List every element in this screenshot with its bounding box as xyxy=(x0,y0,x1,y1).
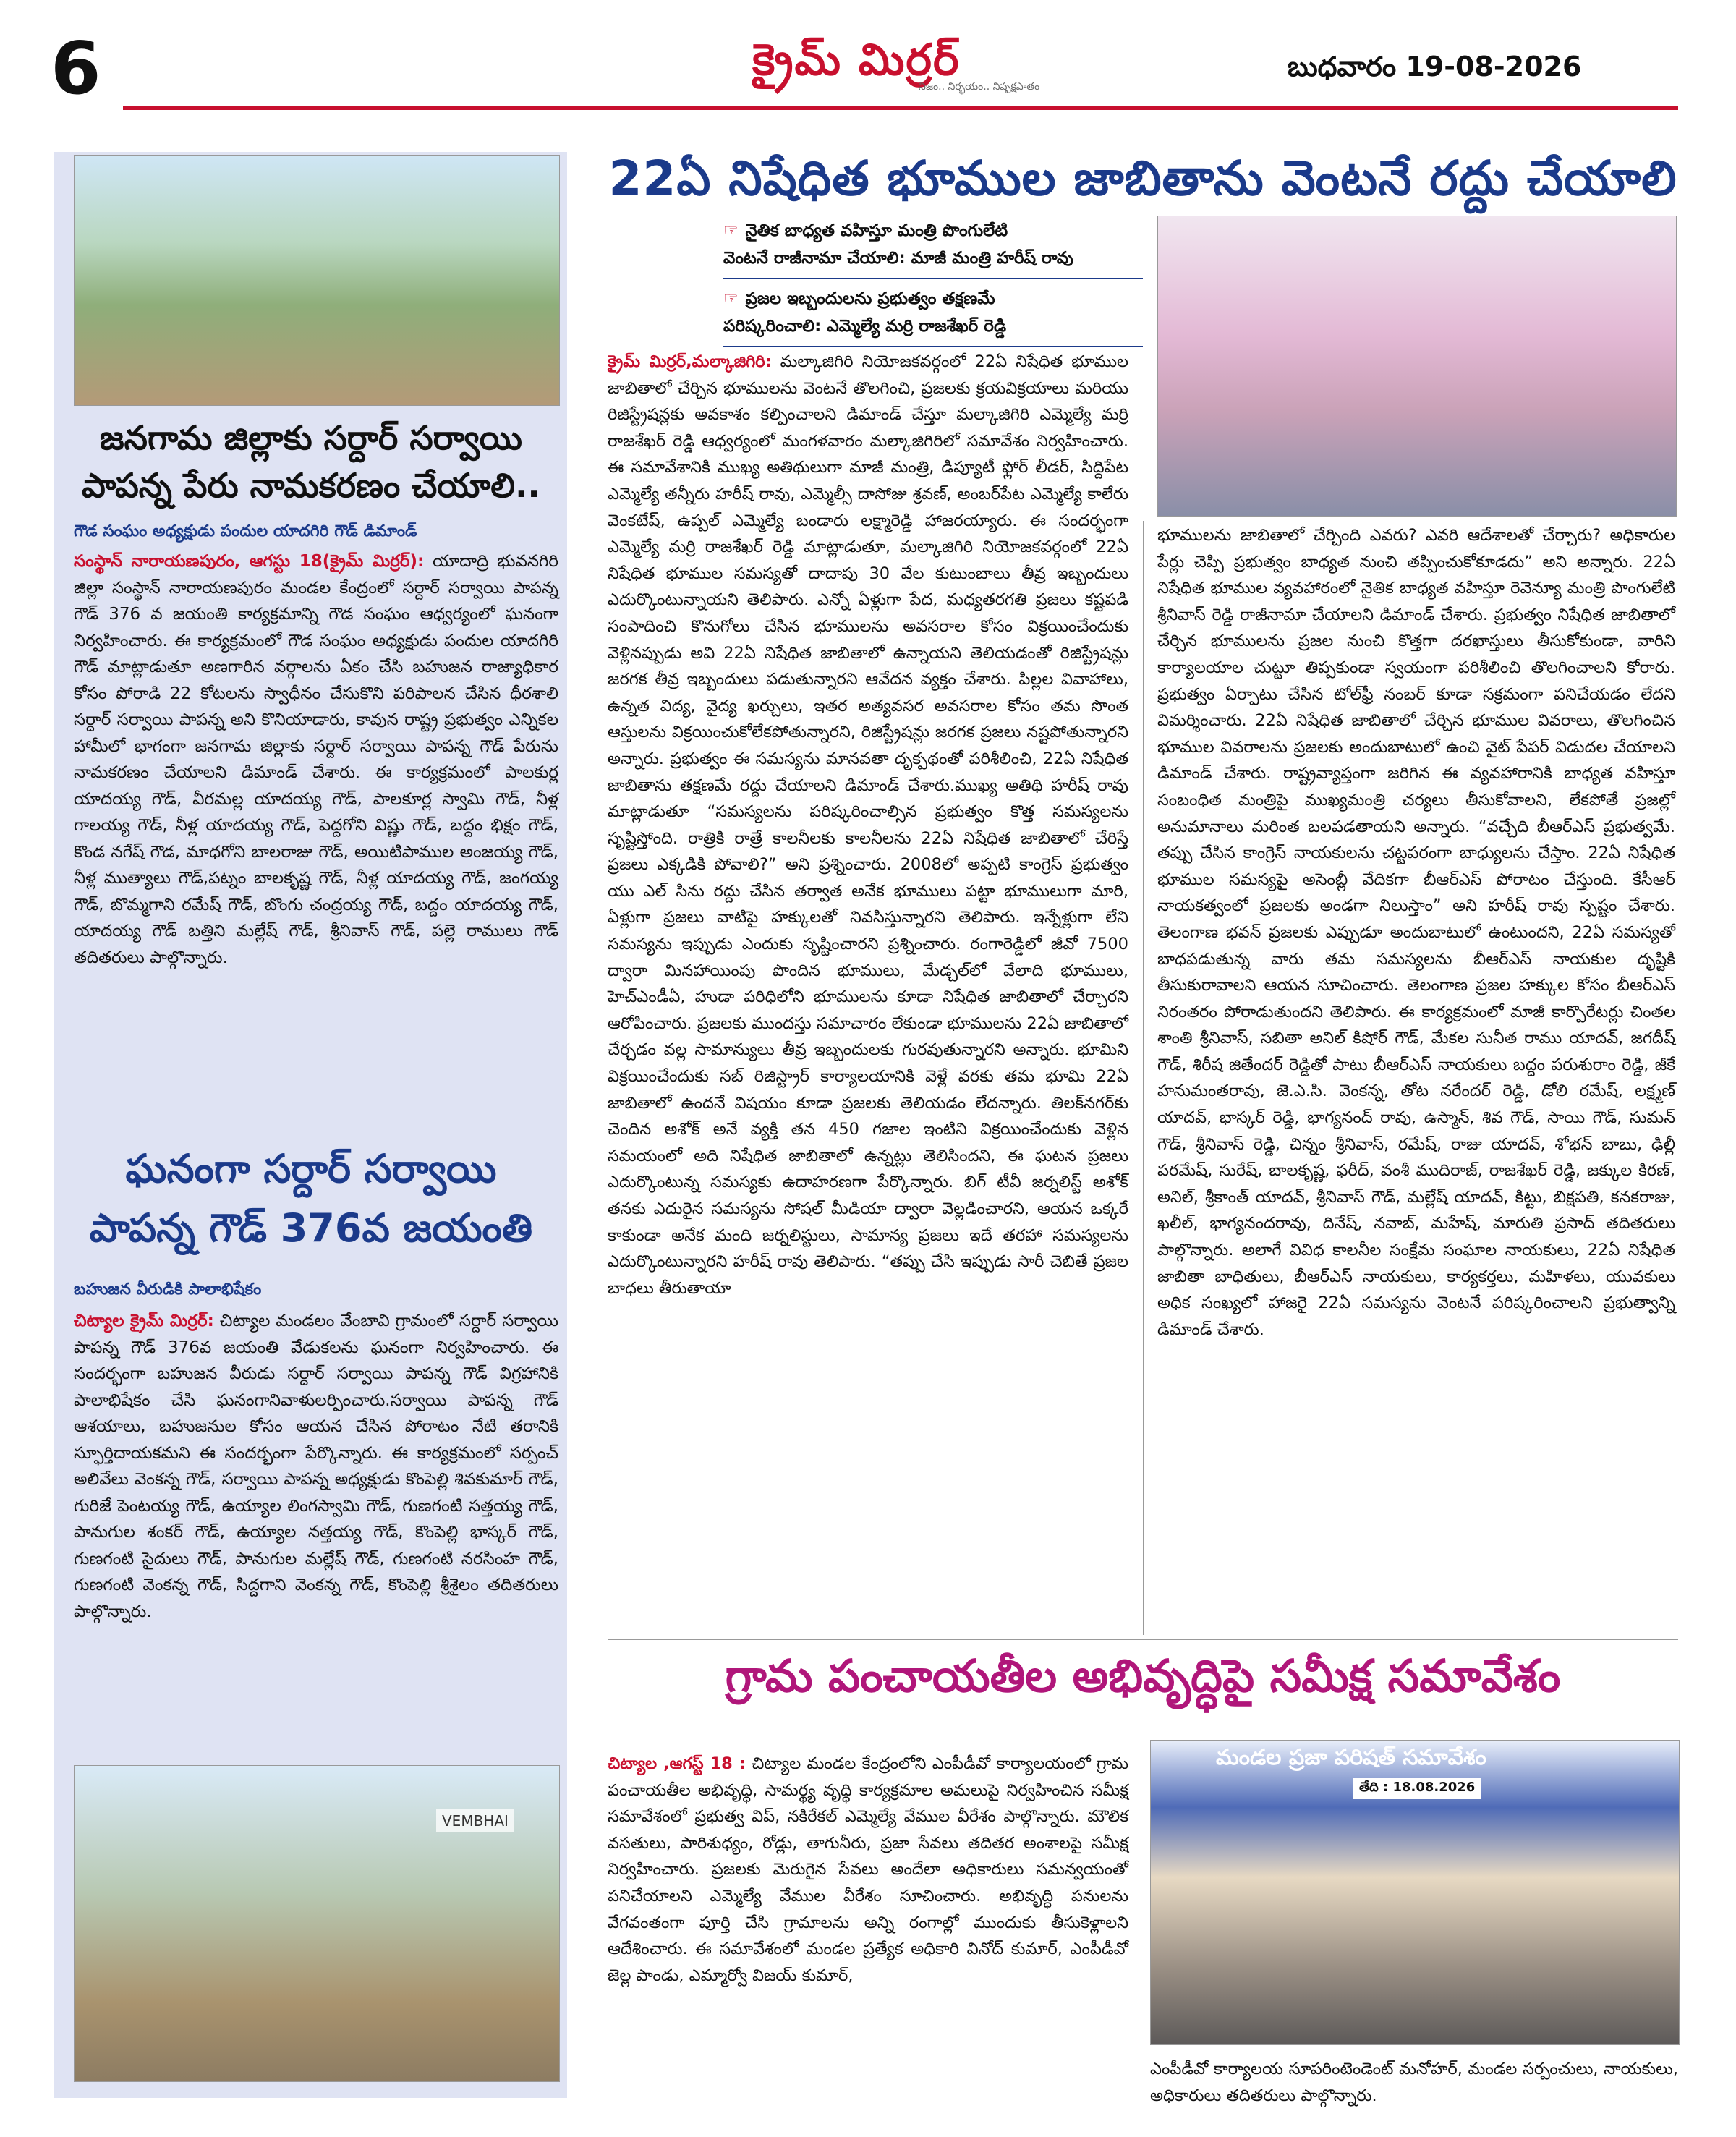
photo-gowda-sangham xyxy=(74,155,560,406)
meeting-banner: మండల ప్రజా పరిషత్ సమావేశం xyxy=(1216,1745,1486,1770)
story2-subhead: బహుజన వీరుడికి పాలాభిషేకం xyxy=(74,1280,262,1299)
story1-headline-line2: పాపన్న పేరు నామకరణం చేయాలి.. xyxy=(82,466,540,505)
section-divider xyxy=(608,1639,1678,1640)
bottom-body xyxy=(608,1751,1128,1989)
story2-headline xyxy=(58,1139,564,1258)
story1-subhead: గౌడ సంఘం అధ్యక్షుడు పందుల యాదగిరి గౌడ్ డిమాండ్ xyxy=(74,522,417,540)
bullet-2-line1: ప్రజల ఇబ్బందులను ప్రభుత్వం తక్షణమే xyxy=(745,289,995,308)
main-bullets xyxy=(723,217,1143,353)
main-col1 xyxy=(608,349,1128,1301)
story1-dateline: సంస్థాన్ నారాయణపురం, ఆగస్టు 18(క్రైమ్ మిర్రర్): xyxy=(74,552,425,571)
story1-headline xyxy=(58,414,564,509)
story1-headline-line1: జనగామ జిల్లాకు సర్దార్ సర్వాయి xyxy=(100,418,522,457)
bottom-headline: గ్రామ పంచాయతీల అభివృద్ధిపై సమీక్ష సమావేశం xyxy=(725,1649,1561,1702)
bullet-1 xyxy=(723,217,1143,272)
meeting-banner-date: తేది : 18.08.2026 xyxy=(1353,1778,1481,1799)
photo-harish-rao-meeting xyxy=(1157,216,1677,517)
story2-headline-line2: పాపన్న గౌడ్ 376వ జయంతి xyxy=(89,1205,533,1251)
story2-dateline: చిట్యాల క్రైమ్ మిర్రర్: xyxy=(74,1312,214,1330)
bottom-dateline: చిట్యాల ,ఆగస్ట్ 18 : xyxy=(608,1754,746,1773)
masthead-logo: క్రైమ్ మిర్రర్ xyxy=(752,35,961,85)
story2-headline-line1: ఘనంగా సర్దార్ సర్వాయి xyxy=(125,1146,497,1191)
masthead-tagline: నిజం.. నిర్భయం.. నిష్పక్షపాతం xyxy=(919,81,1040,93)
bullet-divider xyxy=(723,278,1143,279)
main-headline: 22ఏ నిషేధిత భూముల జాబితాను వెంటనే రద్దు చేయాలి xyxy=(608,150,1677,206)
photo-mandal-meeting xyxy=(1150,1740,1680,2045)
main-col1-text: మల్కాజిగిరి నియోజకవర్గంలో 22ఏ నిషేధిత భూముల జాబితాలో చేర్చిన భూములను వెంటనే తొలగించి, ప్రజలకు క్రయవిక్రయాలు మరియు రిజిస్ట్రేషన్లకు అవకాశం కల్పించాలని డిమాండ్ చేస్తూ మల్కాజిగిరి ఎమ్మెల్యే మర్రి రాజశేఖర్ రెడ్డి ఆధ్వర్యంలో మంగళవారం మల్కాజిగిరిలో సమావేశం నిర్వహించారు. ఈ సమావేశానికి ముఖ్య అతిథులుగా మాజీ మంత్రి, డిప్యూటీ ఫ్లోర్ లీడర్, సిద్దిపేట ఎమ్మెల్యే తన్నీరు హరీష్ రావు, ఎమ్మెల్సీ దాసోజు శ్రవణ్, అంబర్‌పేట ఎమ్మెల్యే కాలేరు వెంకటేష్, ఉప్పల్ ఎమ్మెల్యే బండారు లక్ష్మారెడ్డి హాజరయ్యారు. ఈ సందర్భంగా ఎమ్మెల్యే మర్రి రాజశేఖర్ రెడ్డి మాట్లాడుతూ, మల్కాజిగిరి నియోజకవర్గంలో 22ఏ నిషేధిత భూముల సమస్యతో దాదాపు 30 వేల కుటుంబాలు తీవ్ర ఇబ్బందులు ఎదుర్కొంటున్నాయని తెలిపారు. ఎన్నో ఏళ్లుగా పేద, మధ్యతరగతి ప్రజలు కష్టపడి సంపాదించి కొనుగోలు చేసిన భూములను అవసరాల కోసం విక్రయించేందుకు వెళ్లినప్పుడు అవి 22ఏ నిషేధిత జాబితాలో ఉన్నాయని తెలియడంతో రిజిస్ట్రేషన్లు జరగక తీవ్ర ఇబ్బందులు పడుతున్నారని ఆవేదన వ్యక్తం చేశారు. పిల్లల వివాహాలు, ఉన్నత విద్య, వైద్య ఖర్చులు, ఇతర అత్యవసర అవసరాల కోసం తమ సొంత ఆస్తులను విక్రయించుకోలేకపోతున్నారని, రిజిస్ట్రేషన్లు జరగక ప్రజలు నష్టపోతున్నారని అన్నారు. ప్రభుత్వం ఈ సమస్యను మానవతా దృక్పథంతో పరిశీలించి, 22ఏ నిషేధిత జాబితాను తక్షణమే రద్దు చేయాలని డిమాండ్ చేశారు.ముఖ్య అతిథి హరీష్ రావు మాట్లాడుతూ “సమస్యలను పరిష్కరించాల్సిన ప్రభుత్వం కొత్త సమస్యలను సృష్టిస్తోంది. రాత్రికి రాత్రే కాలనీలకు కాలనీలను 22ఏ నిషేధిత జాబితాలో చేరిస్తే ప్రజలు ఎక్కడికి పోవాలి?” అని ప్రశ్నించారు. 2008లో అప్పటి కాంగ్రెస్ ప్రభుత్వం యు ఎల్ సిను రద్దు చేసిన తర్వాత అనేక భూములు పట్టా భూములుగా మారి, ఏళ్లుగా ప్రజలు వాటిపై హక్కులతో నివసిస్తున్నారని తెలిపారు. ఇన్నేళ్లుగా లేని సమస్యను ఇప్పుడు ఎందుకు సృష్టించారని ప్రశ్నించారు. రంగారెడ్డిలో జీవో 7500 ద్వారా మినహాయింపు పొందిన భూములు, మేడ్చల్‌లో వేలాది భూములు, హెచ్‌ఎండీఏ, హుడా పరిధిలోని భూములను కూడా నిషేధిత జాబితాలో చేర్చారని ఆరోపించారు. ప్రజలకు ముందస్తు సమాచారం లేకుండా భూములను 22ఏ జాబితాలో చేర్చడం వల్ల సామాన్యులు తీవ్ర ఇబ్బందులకు గురవుతున్నారని అన్నారు. భూమిని విక్రయించేందుకు సబ్ రిజిస్ట్రార్ కార్యాలయానికి వెళ్లే వరకు తమ భూమి 22ఏ జాబితాలో ఉందనే విషయం కూడా ప్రజలకు తెలియడం లేదన్నారు. తిలక్‌నగర్‌కు చెందిన అశోక్ అనే వ్యక్తి తన 450 గజాల ఇంటిని విక్రయించేందుకు వెళ్లిన సమయంలో అది నిషేధిత జాబితాలో ఉన్నట్లు తెలిసిందని, ఈ ఘటన ప్రజలు ఎదుర్కొంటున్న సమస్యకు ఉదాహరణగా పేర్కొన్నారు. బిగ్ టీవీ జర్నలిస్ట్ అశోక్ తనకు ఎదురైన సమస్యను సోషల్ మీడియా ద్వారా వెల్లడించారని, ఆయన ఒక్కరే కాకుండా అనేక మంది జర్నలిస్టులు, సామాన్య ప్రజలు ఇదే తరహా సమస్యలను ఎదుర్కొంటున్నారని హరీష్ రావు తెలిపారు. “తప్పు చేసి ఇప్పుడు సారీ చెబితే ప్రజల బాధలు తీరుతాయా xyxy=(608,352,1128,1298)
header-rule xyxy=(123,106,1678,110)
photo-papanna-statue xyxy=(74,1765,560,2082)
bullet-marker-icon: ☞ xyxy=(723,289,739,308)
main-dateline: క్రైమ్ మిర్రర్,మల్కాజిగిరి: xyxy=(608,352,772,371)
story1-text: యాదాద్రి భువనగిరి జిల్లా సంస్థాన్ నారాయణపురం మండల కేంద్రంలో సర్దార్ సర్వాయి పాపన్న గౌడ్ 376 వ జయంతి కార్యక్రమాన్ని గౌడ సంఘం ఆధ్వర్యంలో ఘనంగా నిర్వహించారు. ఈ కార్యక్రమంలో గౌడ సంఘం అధ్యక్షుడు పందుల యాదగిరి గౌడ్ మాట్లాడుతూ అణగారిన వర్గాలను ఏకం చేసి బహుజన రాజ్యాధికార కోసం పోరాడి 22 కోటలను స్వాధీనం చేసుకొని పరిపాలన చేసిన ధీరశాలి సర్దార్ సర్వాయి పాపన్న అని కొనియాడారు, కావున రాష్ట్ర ప్రభుత్వం ఎన్నికల హామీలో భాగంగా జనగామ జిల్లాకు సర్దార్ సర్వాయి పాపన్న గౌడ్ పేరును నామకరణం చేయాలని డిమాండ్ చేశారు. ఈ కార్యక్రమంలో పాలకుర్ల యాదయ్య గౌడ్, వీరమల్ల యాదయ్య గౌడ్, పాలకూర్ల స్వామి గౌడ్, నీళ్ల గాలయ్య గౌడ్, నీళ్ల యాదయ్య గౌడ్, పెద్దగోని విష్ణు గౌడ్, బద్దం భిక్షం గౌడ్, కొండ నగేష్ గౌడ, మాధగోని బాలరాజు గౌడ్, అయిటిపాముల అంజయ్య గౌడ్, నీళ్ల ముత్యాలు గౌడ్,పట్నం బాలకృష్ణ గౌడ్, నీళ్ల యాదయ్య గౌడ్, జంగయ్య గౌడ్, బొమ్మగాని రమేష్ గౌడ్, బొంగు చంద్రయ్య గౌడ్, బద్దం యాదయ్య గౌడ్, యాదయ్య గౌడ్ బత్తిని మల్లేష్ గౌడ్, శ్రీనివాస్ గౌడ్, పల్లె రాములు గౌడ్ తదితరులు పాల్గొన్నారు. xyxy=(74,552,559,967)
story1-body xyxy=(74,548,558,971)
bullet-1-line1: నైతిక బాధ్యత వహిస్తూ మంత్రి పొంగులేటి xyxy=(745,221,1008,240)
column-divider xyxy=(1143,521,1144,1635)
story2-text: చిట్యాల మండలం వేంబావి గ్రామంలో సర్దార్ సర్వాయి పాపన్న గౌడ్ 376వ జయంతి వేడుకలను ఘనంగా నిర్వహించారు. ఈ సందర్భంగా బహుజన వీరుడు సర్దార్ సర్వాయి పాపన్న గౌడ్ విగ్రహానికి పాలాభిషేకం చేసి ఘనంగానివాళులర్పించారు.సర్వాయి పాపన్న గౌడ్ ఆశయాలు, బహుజనుల కోసం ఆయన చేసిన పోరాటం నేటి తరానికి స్ఫూర్తిదాయకమని ఈ సందర్భంగా పేర్కొన్నారు. ఈ కార్యక్రమంలో సర్పంచ్ అలివేలు వెంకన్న గౌడ్, సర్వాయి పాపన్న అధ్యక్షుడు కొంపెల్లి శివకుమార్ గౌడ్, గురిజే పెంటయ్య గౌడ్, ఉయ్యాల లింగస్వామి గౌడ్, గుణగంటి సత్తయ్య గౌడ్, పానుగుల శంకర్ గౌడ్, ఉయ్యాల నత్తయ్య గౌడ్, కొంపెల్లి భాస్కర్ గౌడ్, గుణగంటి సైదులు గౌడ్, పానుగుల మల్లేష్ గౌడ్, గుణగంటి నరసింహ గౌడ్, గుణగంటి వెంకన్న గౌడ్, సిద్దగాని వెంకన్న గౌడ్, కొంపెల్లి శ్రీశైలం తదితరులు పాల్గొన్నారు. xyxy=(74,1312,558,1621)
bottom-caption: ఎంపీడీవో కార్యాలయ సూపరింటెండెంట్ మనోహర్, మండల సర్పంచులు, నాయకులు, అధికారులు తదితరులు పాల్గొన్నారు. xyxy=(1150,2060,1678,2105)
story2-body xyxy=(74,1308,558,1625)
bullet-1-line2: వెంటనే రాజీనామా చేయాలి: మాజీ మంత్రి హరీష్ రావు xyxy=(723,249,1073,268)
bullet-divider xyxy=(723,346,1143,347)
bullet-2 xyxy=(723,285,1143,340)
bottom-text: చిట్యాల మండల కేంద్రంలోని ఎంపీడీవో కార్యాలయంలో గ్రామ పంచాయతీల అభివృద్ధి, సామర్థ్య వృద్ధి కార్యక్రమాల అమలుపై నిర్వహించిన సమీక్ష సమావేశంలో ప్రభుత్వ విప్, నకిరేకల్ ఎమ్మెల్యే వేముల వీరేశం పాల్గొన్నారు. మౌలిక వసతులు, పారిశుధ్యం, రోడ్లు, తాగునీరు, ప్రజా సేవలు తదితర అంశాలపై సమీక్ష నిర్వహించారు. ప్రజలకు మెరుగైన సేవలు అందేలా అధికారులు సమన్వయంతో పనిచేయాలని ఎమ్మెల్యే వేముల వీరేశం సూచించారు. అభివృద్ధి పనులను వేగవంతంగా పూర్తి చేసి గ్రామాలను అన్ని రంగాల్లో ముందుకు తీసుకెళ్లాలని ఆదేశించారు. ఈ సమావేశంలో మండల ప్రత్యేక అధికారి వినోద్ కుమార్, ఎంపీడీవో జెల్ల పాండు, ఎమ్మార్వో విజయ్ కుమార్, xyxy=(608,1754,1128,1985)
photo-signboard-text: VEMBHAI xyxy=(436,1809,514,1832)
bullet-marker-icon: ☞ xyxy=(723,221,739,240)
main-col2: భూములను జాబితాలో చేర్చింది ఎవరు? ఎవరి ఆదేశాలతో చేర్చారు? అధికారుల పేర్లు చెప్పి ప్రభుత్వం బాధ్యత నుంచి తప్పించుకోకూడదు” అని అన్నారు. 22ఏ నిషేధిత భూముల వ్యవహారంలో నైతిక బాధ్యత వహిస్తూ రెవెన్యూ మంత్రి పొంగులేటి శ్రీనివాస్ రెడ్డి రాజీనామా చేయాలని డిమాండ్ చేశారు. ప్రభుత్వం నిషేధిత జాబితాలో చేర్చిన భూములను ప్రజల నుంచి కొత్తగా దరఖాస్తులు తీసుకోకుండా, వారిని కార్యాలయాల చుట్టూ తిప్పకుండా స్వయంగా పరిశీలించి తొలగించాలని కోరారు. ప్రభుత్వం ఏర్పాటు చేసిన టోల్‌ఫ్రీ నంబర్ కూడా సక్రమంగా పనిచేయడం లేదని విమర్శించారు. 22ఏ నిషేధిత జాబితాలో చేర్చిన భూముల వివరాలు, తొలగించిన భూముల వివరాలను ప్రజలకు అందుబాటులో ఉంచి వైట్ పేపర్ విడుదల చేయాలని డిమాండ్ చేశారు. రాష్ట్రవ్యాప్తంగా జరిగిన ఈ వ్యవహారానికి బాధ్యత వహిస్తూ సంబంధిత మంత్రిపై ముఖ్యమంత్రి చర్యలు తీసుకోవాలని, లేకపోతే ప్రజల్లో అనుమానాలు మరింత బలపడతాయని అన్నారు. “వచ్చేది బీఆర్ఎస్ ప్రభుత్వమే. తప్పు చేసిన కాంగ్రెస్ నాయకులను చట్టపరంగా బాధ్యులను చేస్తాం. 22ఏ నిషేధిత భూముల సమస్యపై అసెంబ్లీ వేదికగా బీఆర్ఎస్ పోరాటం చేస్తుంది. కేసీఆర్ నాయకత్వంలో ప్రజలకు అండగా నిలుస్తాం” అని హరీష్ రావు స్పష్టం చేశారు. తెలంగాణ భవన్ ప్రజలకు ఎప్పుడూ అందుబాటులో ఉంటుందని, 22ఏ సమస్యతో బాధపడుతున్న వారు తమ సమస్యలను బీఆర్ఎస్ నాయకుల దృష్టికి తీసుకురావాలని ఆయన సూచించారు. తెలంగాణ ప్రజల హక్కుల కోసం బీఆర్ఎస్ నిరంతరం పోరాడుతుందని తెలిపారు. ఈ కార్యక్రమంలో మాజీ కార్పొరేటర్లు చింతల శాంతి శ్రీనివాస్, సబితా అనిల్ కిషోర్ గౌడ్, మేకల సునీత రాము యాదవ్, జగదీష్ గౌడ్, శిరీష జితేందర్ రెడ్డితో పాటు బీఆర్ఎస్ నాయకులు బద్దం పరుశురాం రెడ్డి, జీకే హనుమంతరావు, జె.ఎ.సి. వెంకన్న, తోట నరేందర్ రెడ్డి, డోలి రమేష్, లక్ష్మణ్ యాదవ్, భాస్కర్ రెడ్డి, భాగ్యనంద్ రావు, ఉస్మాన్, శివ గౌడ్, సాయి గౌడ్, సుమన్ గౌడ్, శ్రీనివాస్ రెడ్డి, చిన్నం శ్రీనివాస్, రమేష్, రాజు యాదవ్, శోభన్ బాబు, ఢిల్లీ పరమేష్, సురేష్, బాలకృష్ణ, ఫరీద్, వంశీ ముదిరాజ్, రాజశేఖర్ రెడ్డి, జక్కుల కిరణ్, అనిల్, శ్రీకాంత్ యాదవ్, శ్రీనివాస్ గౌడ్, మల్లేష్ యాదవ్, కిట్టు, బిక్షపతి, కనకరాజు, ఖలీల్, భాగ్యనందరావు, దినేష్, నవాబ్, మహేష్, మారుతి ప్రసాద్ తదితరులు పాల్గొన్నారు. అలాగే వివిధ కాలనీల సంక్షేమ సంఘాల నాయకులు, 22ఏ నిషేధిత జాబితా బాధితులు, బీఆర్ఎస్ నాయకులు, కార్యకర్తలు, మహిళలు, యువకులు అధిక సంఖ్యలో హాజరై 22ఏ సమస్యను వెంటనే పరిష్కరించాలని ప్రభుత్వాన్ని డిమాండ్ చేశారు. xyxy=(1157,526,1675,1339)
bullet-2-line2: పరిష్కరించాలి: ఎమ్మెల్యే మర్రి రాజశేఖర్ రెడ్డి xyxy=(723,317,1006,336)
issue-date: బుధవారం 19-08-2026 xyxy=(1288,51,1582,82)
page-number: 6 xyxy=(51,26,101,111)
